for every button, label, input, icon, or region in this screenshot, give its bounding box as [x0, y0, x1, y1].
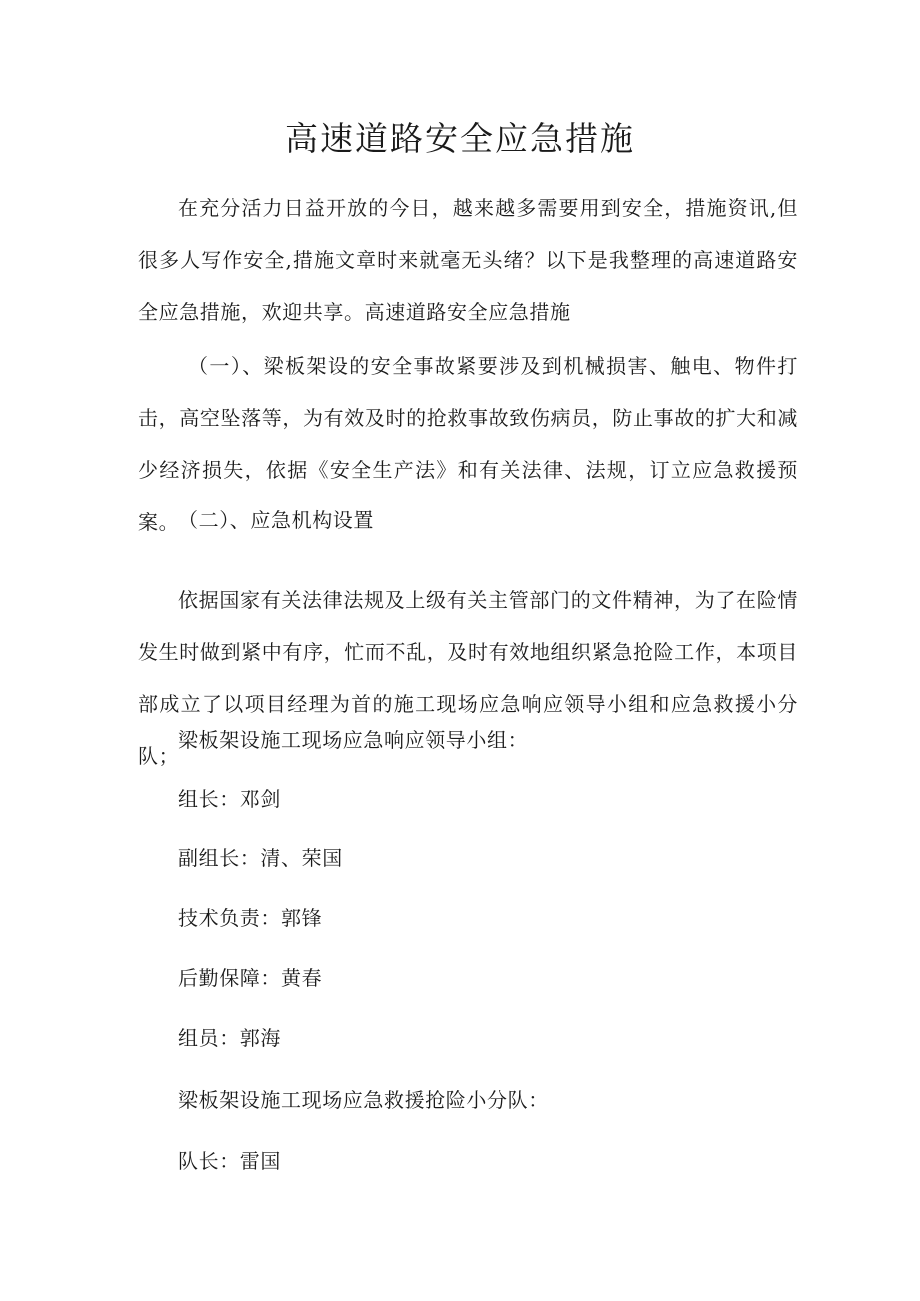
- intro-paragraph: 在充分活力日益开放的今日，越来越多需要用到安全，措施资讯,但很多人写作安全,措施文章时来就毫无头绪？以下是我整理的高速道路安全应急措施，欢迎共享。高速道路安全应急措施: [138, 196, 798, 324]
- document-title: 高速道路安全应急措施: [285, 119, 635, 158]
- deputy-leader-line: 副组长：清、荣国: [178, 846, 343, 870]
- member-line: 组员：郭海: [178, 1026, 281, 1050]
- logistics-line: 后勤保障：黄春: [178, 966, 323, 990]
- section-1-paragraph: （一）、梁板架设的安全事故紧要涉及到机械损害、触电、物件打击，高空坠落等，为有效及时的抢救事故致伤病员，防止事故的扩大和减少经济损失，依据《安全生产法》和有关法律、法规，订立应急救援预案。: [138, 354, 798, 534]
- team-captain-line: 队长：雷国: [178, 1149, 281, 1173]
- rescue-team-heading: 梁板架设施工现场应急救援抢险小分队：: [178, 1088, 549, 1112]
- section-2-paragraph: 依据国家有关法律法规及上级有关主管部门的文件精神，为了在险情发生时做到紧中有序，忙而不乱，及时有效地组织紧急抢险工作，本项目部成立了以项目经理为首的施工现场应急响应领导小组和应急救援小分队；: [138, 588, 798, 768]
- leader-line: 组长：邓剑: [178, 787, 281, 811]
- section-2-heading: （二）、应急机构设置: [178, 508, 374, 532]
- leadership-group-heading: 梁板架设施工现场应急响应领导小组：: [178, 728, 529, 752]
- technical-lead-line: 技术负责：郭锋: [178, 906, 323, 930]
